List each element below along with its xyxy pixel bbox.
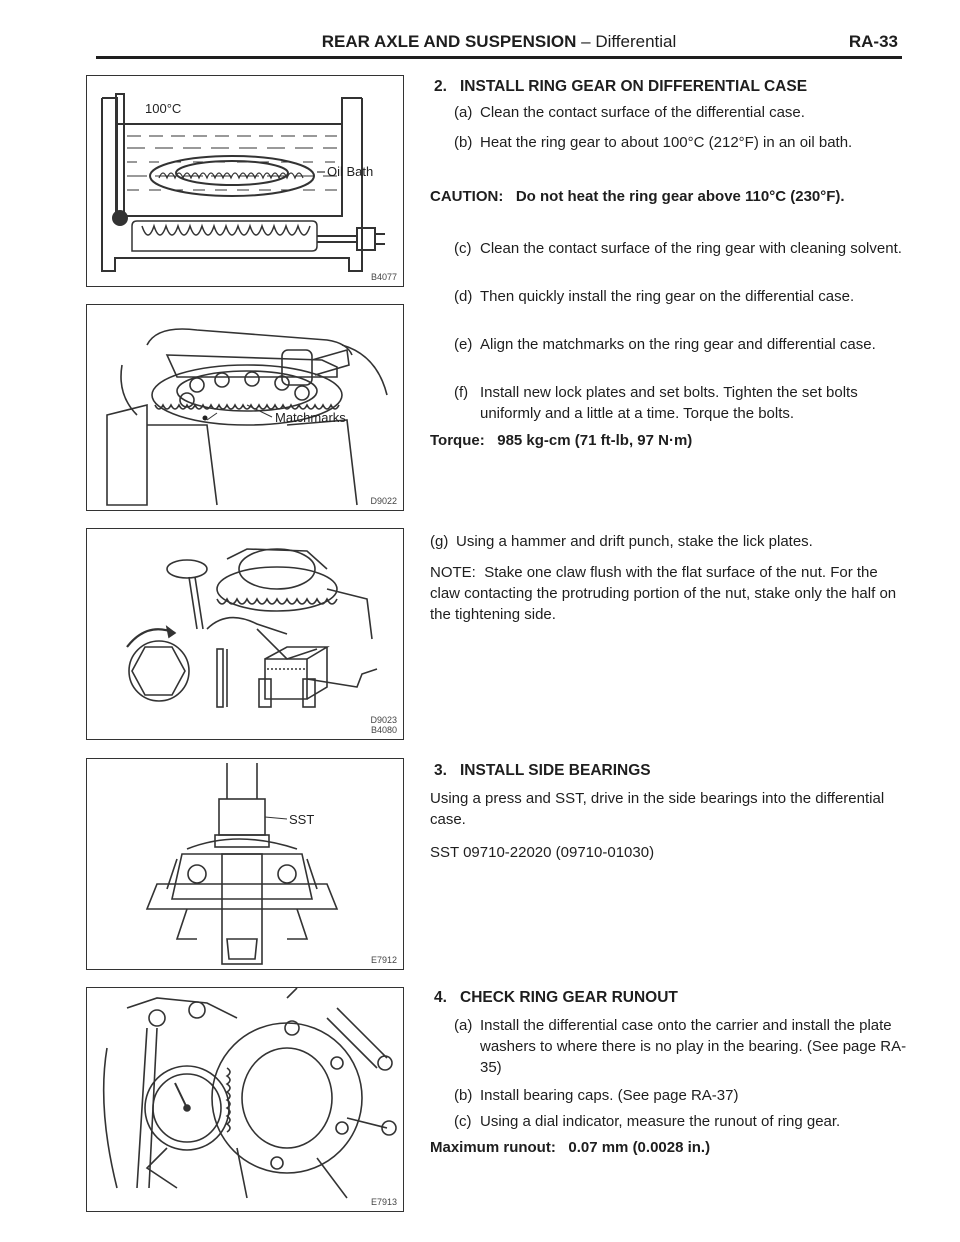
caution-text: Do not heat the ring gear above 110°C (230°F). [515, 188, 845, 205]
staking-illustration [87, 529, 404, 740]
page-title [96, 32, 902, 52]
item-text: Install bearing caps. (See page RA-37) [480, 1087, 739, 1104]
caution-note [430, 186, 910, 207]
item-text: Clean the contact surface of the differential case. [480, 104, 805, 121]
figure-code [370, 715, 397, 735]
page-header [96, 30, 902, 60]
sst-label: SST [289, 812, 315, 827]
matchmarks-label: Matchmarks [275, 410, 346, 425]
item-letter: (c) [454, 240, 472, 257]
torque-value: 985 kg-cm (71 ft-lb, 97 N·m) [497, 432, 693, 449]
item-text: Then quickly install the ring gear on the differential case. [480, 288, 855, 305]
item-letter: (d) [454, 288, 473, 305]
caution-label: CAUTION: [430, 188, 504, 205]
torque-label: Torque: [430, 432, 485, 449]
figure-oil-bath [86, 75, 404, 287]
side-bearing-text: Using a press and SST, drive in the side bearings into the differential case. [430, 790, 885, 828]
figure-sst-press [86, 758, 404, 970]
oil-bath-label: Oil Bath [327, 164, 374, 179]
item-letter: (e) [454, 336, 473, 353]
figure-staking [86, 528, 404, 740]
figure-matchmarks [86, 304, 404, 511]
item-text: Using a hammer and drift punch, stake the lick plates. [456, 533, 813, 550]
step-2-install-ring-gear [430, 78, 910, 623]
staking-note [430, 562, 910, 625]
figure-code: D9022 [370, 496, 397, 506]
figure-code-1: D9023 [370, 715, 397, 725]
step-number: 4. [434, 989, 447, 1006]
item-text: Using a dial indicator, measure the runout of ring gear. [480, 1113, 841, 1130]
step-4-check-runout [430, 989, 910, 1189]
step-heading: CHECK RING GEAR RUNOUT [460, 989, 678, 1006]
step-number: 2. [434, 78, 447, 95]
torque-spec [430, 432, 692, 449]
item-text: Clean the contact surface of the ring gear with cleaning solvent. [480, 240, 902, 257]
runout-value: 0.07 mm (0.0028 in.) [568, 1139, 711, 1156]
oil-bath-illustration [87, 76, 404, 287]
title-subsection: Differential [595, 32, 677, 51]
page-number: RA-33 [848, 32, 898, 51]
figure-dial-indicator [86, 987, 404, 1212]
step-number: 3. [434, 762, 447, 779]
item-letter: (c) [454, 1113, 472, 1130]
item-text: Install new lock plates and set bolts. Tighten the set bolts uniformly and a little at a time. Torque the bolts. [480, 384, 858, 422]
note-label: NOTE: [430, 564, 476, 581]
item-letter: (f) [454, 384, 469, 401]
item-letter: (b) [454, 1087, 473, 1104]
item-letter: (a) [454, 104, 473, 121]
sst-press-illustration [87, 759, 404, 970]
dial-indicator-illustration [87, 988, 404, 1212]
step-heading: INSTALL SIDE BEARINGS [460, 762, 651, 779]
note-text: Stake one claw flush with the flat surface of the nut. For the claw contacting the protruding portion of the nut, stake only the half on the tightening side. [430, 564, 897, 623]
item-text: Install the differential case onto the carrier and install the plate washers to where there is no play in the bearing. (See page RA-35) [480, 1017, 907, 1076]
temperature-label: 100°C [145, 101, 182, 116]
step-3-install-side-bearings [430, 762, 910, 882]
matchmarks-illustration [87, 305, 404, 511]
item-letter: (g) [430, 533, 449, 550]
figure-code: B4077 [370, 272, 397, 282]
title-section: REAR AXLE AND SUSPENSION [321, 32, 577, 51]
header-rule [96, 56, 902, 59]
item-text: Heat the ring gear to about 100°C (212°F) in an oil bath. [480, 134, 853, 151]
item-text: Align the matchmarks on the ring gear and differential case. [480, 336, 876, 353]
item-letter: (b) [454, 134, 473, 151]
sst-number: SST 09710-22020 (09710-01030) [430, 844, 655, 861]
title-separator: – [576, 32, 596, 51]
figure-code: E7912 [370, 955, 397, 965]
figure-code: E7913 [370, 1197, 397, 1207]
runout-label: Maximum runout: [430, 1139, 556, 1156]
figure-code-2: B4080 [370, 725, 397, 735]
runout-spec [430, 1139, 710, 1156]
item-letter: (a) [454, 1017, 473, 1034]
step-heading: INSTALL RING GEAR ON DIFFERENTIAL CASE [460, 78, 808, 95]
